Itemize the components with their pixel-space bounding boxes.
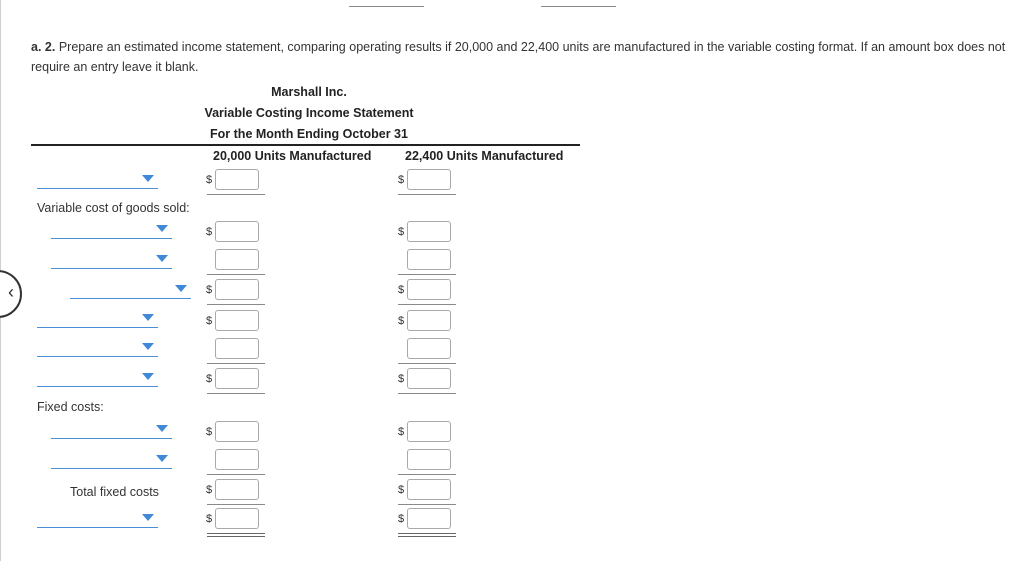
prev-cell-rule-2 (541, 6, 616, 7)
currency-symbol: $ (398, 484, 405, 496)
currency-symbol: $ (206, 513, 213, 525)
subtotal-underline (207, 304, 265, 305)
amount-input-col1[interactable] (215, 310, 259, 331)
amount-input-col1[interactable] (215, 368, 259, 389)
subtotal-underline (207, 393, 265, 394)
statement-period: For the Month Ending October 31 (210, 127, 408, 141)
subtotal-underline (207, 504, 265, 505)
amount-input-col2[interactable] (407, 169, 451, 190)
amount-input-col2[interactable] (407, 449, 451, 470)
dropdown-caret-icon (142, 373, 154, 380)
currency-symbol: $ (398, 426, 405, 438)
net-amount-input-col2[interactable] (407, 508, 451, 529)
amount-input-col1[interactable] (215, 221, 259, 242)
subtotal-underline (207, 274, 265, 275)
amount-input-col1[interactable] (215, 249, 259, 270)
row-label-dropdown[interactable] (51, 420, 172, 439)
amount-input-col1[interactable] (215, 449, 259, 470)
subtotal-underline (207, 194, 265, 195)
row-label-dropdown[interactable] (70, 280, 191, 299)
row-label-dropdown[interactable] (51, 250, 172, 269)
total-fixed-costs-input-col1[interactable] (215, 479, 259, 500)
currency-symbol: $ (398, 373, 405, 385)
amount-input-col2[interactable] (407, 368, 451, 389)
row-label-dropdown[interactable] (37, 509, 158, 528)
dropdown-caret-icon (142, 343, 154, 350)
subtotal-underline (398, 194, 456, 195)
currency-symbol: $ (206, 373, 213, 385)
variable-cogs-label: Variable cost of goods sold: (37, 201, 190, 215)
row-label-dropdown[interactable] (37, 170, 158, 189)
dropdown-caret-icon (142, 514, 154, 521)
subtotal-underline (398, 274, 456, 275)
currency-symbol: $ (398, 513, 405, 525)
amount-input-col1[interactable] (215, 169, 259, 190)
total-double-underline (398, 533, 456, 537)
currency-symbol: $ (206, 426, 213, 438)
amount-input-col2[interactable] (407, 310, 451, 331)
subtotal-underline (398, 304, 456, 305)
dropdown-caret-icon (142, 314, 154, 321)
fixed-costs-label: Fixed costs: (37, 400, 104, 414)
currency-symbol: $ (206, 174, 213, 186)
currency-symbol: $ (206, 484, 213, 496)
row-label-dropdown[interactable] (37, 338, 158, 357)
subtotal-underline (398, 504, 456, 505)
total-fixed-costs-label: Total fixed costs (70, 485, 159, 499)
row-label-dropdown[interactable] (37, 309, 158, 328)
header-rule (31, 144, 580, 146)
dropdown-caret-icon (142, 175, 154, 182)
amount-input-col2[interactable] (407, 421, 451, 442)
currency-symbol: $ (398, 174, 405, 186)
currency-symbol: $ (398, 315, 405, 327)
currency-symbol: $ (206, 284, 213, 296)
currency-symbol: $ (398, 284, 405, 296)
dropdown-caret-icon (156, 455, 168, 462)
subtotal-underline (398, 363, 456, 364)
subtotal-underline (398, 393, 456, 394)
column-header-2: 22,400 Units Manufactured (405, 149, 564, 163)
subtotal-underline (398, 474, 456, 475)
question-prompt (31, 37, 1016, 77)
chevron-left-icon: ‹ (8, 282, 14, 302)
row-label-dropdown[interactable] (37, 368, 158, 387)
amount-input-col1[interactable] (215, 338, 259, 359)
amount-input-col2[interactable] (407, 338, 451, 359)
total-double-underline (207, 533, 265, 537)
currency-symbol: $ (206, 226, 213, 238)
question-number: a. 2. (31, 40, 56, 54)
total-fixed-costs-input-col2[interactable] (407, 479, 451, 500)
company-name: Marshall Inc. (271, 85, 347, 99)
amount-input-col2[interactable] (407, 279, 451, 300)
side-nav-tab[interactable] (0, 270, 22, 318)
subtotal-underline (207, 474, 265, 475)
currency-symbol: $ (398, 226, 405, 238)
prev-cell-rule-1 (349, 6, 424, 7)
amount-input-col2[interactable] (407, 221, 451, 242)
amount-input-col1[interactable] (215, 279, 259, 300)
dropdown-caret-icon (175, 285, 187, 292)
amount-input-col1[interactable] (215, 421, 259, 442)
dropdown-caret-icon (156, 255, 168, 262)
question-text: Prepare an estimated income statement, comparing operating results if 20,000 and 22,400 units are manufactured in the variable costing format. If an amount box does not require an entry leave it blank. (31, 40, 1006, 74)
statement-title: Variable Costing Income Statement (204, 106, 414, 120)
row-label-dropdown[interactable] (51, 220, 172, 239)
column-header-1: 20,000 Units Manufactured (213, 149, 372, 163)
subtotal-underline (207, 363, 265, 364)
dropdown-caret-icon (156, 225, 168, 232)
dropdown-caret-icon (156, 425, 168, 432)
row-label-dropdown[interactable] (51, 450, 172, 469)
net-amount-input-col1[interactable] (215, 508, 259, 529)
amount-input-col2[interactable] (407, 249, 451, 270)
currency-symbol: $ (206, 315, 213, 327)
